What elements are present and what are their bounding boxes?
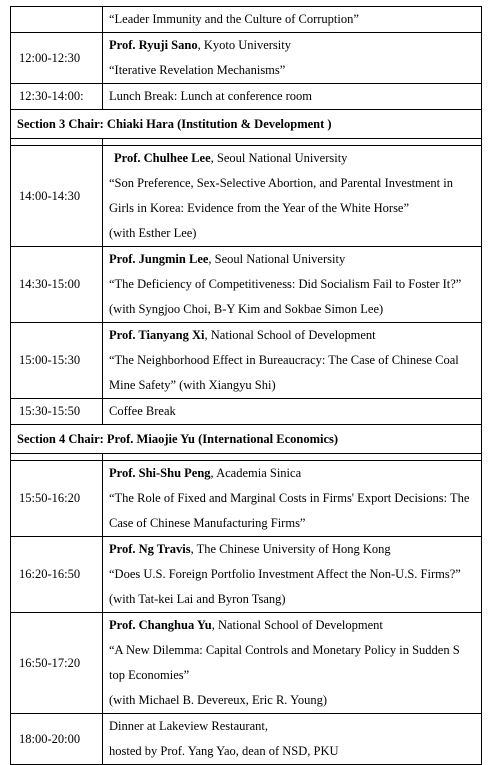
speaker-name: Prof. Tianyang Xi [109,328,205,342]
schedule-table-body [11,7,482,765]
time-slot [11,7,103,33]
detail-line: “Iterative Revelation Mechanisms” [109,63,286,77]
schedule-row [11,537,482,613]
schedule-row [11,323,482,399]
detail-line: Mine Safety” (with Xiangyu Shi) [109,378,276,392]
detail-line: “A New Dilemma: Capital Controls and Monetary Policy in Sudden S [109,643,460,657]
detail-line: hosted by Prof. Yang Yao, dean of NSD, PKU [109,744,339,758]
detail-line: Coffee Break [109,404,176,418]
schedule-row [11,613,482,714]
speaker-affiliation: , Academia Sinica [210,466,302,480]
speaker-name: Prof. Ryuji Sano [109,38,198,52]
speaker-line [109,146,477,171]
time-slot: 15:00-15:30 [11,323,103,399]
session-details [103,33,482,84]
speaker-name: Prof. Jungmin Lee [109,252,209,266]
session-details [103,323,482,399]
schedule-row [11,84,482,110]
session-details [103,461,482,537]
speaker-affiliation: , National School of Development [211,618,383,632]
detail-line: “Leader Immunity and the Culture of Corruption” [109,12,359,26]
section-chair-row [11,425,482,454]
spacer-cell [103,139,482,146]
time-slot: 15:50-16:20 [11,461,103,537]
speaker-affiliation: , The Chinese University of Hong Kong [190,542,391,556]
schedule-row [11,461,482,537]
detail-line: “The Neighborhood Effect in Bureaucracy: The Case of Chinese Coal [109,353,459,367]
time-slot: 15:30-15:50 [11,399,103,425]
schedule-table [10,6,482,765]
detail-line: “The Deficiency of Competitiveness: Did Socialism Fail to Foster It?” [109,277,462,291]
speaker-name: Prof. Ng Travis [109,542,191,556]
detail-line: “Son Preference, Sex-Selective Abortion, and Parental Investment in [109,176,453,190]
detail-line: Lunch Break: Lunch at conference room [109,89,313,103]
session-details [103,84,482,110]
time-slot: 16:20-16:50 [11,537,103,613]
speaker-affiliation: , Kyoto University [197,38,291,52]
speaker-line [109,33,477,58]
speaker-affiliation: , Seoul National University [210,151,348,165]
speaker-affiliation: , Seoul National University [208,252,346,266]
detail-line: Dinner at Lakeview Restaurant, [109,719,268,733]
speaker-line [109,247,477,272]
section-chair-row [11,110,482,139]
speaker-name: Prof. Chulhee Lee [114,151,211,165]
schedule-row [11,399,482,425]
schedule-row [11,33,482,84]
spacer-cell [103,454,482,461]
detail-line: (with Syngjoo Choi, B-Y Kim and Sokbae Simon Lee) [109,302,384,316]
detail-line: Case of Chinese Manufacturing Firms” [109,516,306,530]
time-slot: 16:50-17:20 [11,613,103,714]
speaker-name: Prof. Changhua Yu [109,618,212,632]
speaker-line [109,613,477,638]
session-details [103,399,482,425]
speaker-line [109,323,477,348]
detail-line: “The Role of Fixed and Marginal Costs in Firms' Export Decisions: The [109,491,470,505]
time-slot: 14:30-15:00 [11,247,103,323]
detail-line: (with Michael B. Devereux, Eric R. Young) [109,693,328,707]
session-details [103,7,482,33]
schedule-sheet [10,6,482,765]
speaker-name: Prof. Shi-Shu Peng [109,466,211,480]
session-details [103,247,482,323]
spacer-cell [11,139,103,146]
time-slot: 12:30-14:00: [11,84,103,110]
detail-line: Girls in Korea: Evidence from the Year of the White Horse” [109,201,410,215]
schedule-row [11,247,482,323]
detail-line: top Economies” [109,668,190,682]
session-details [103,613,482,714]
detail-line: (with Tat-kei Lai and Byron Tsang) [109,592,286,606]
section-chair-heading: Section 4 Chair: Prof. Miaojie Yu (International Economics) [11,425,482,454]
session-details [103,537,482,613]
schedule-row [11,714,482,765]
time-slot: 14:00-14:30 [11,146,103,247]
schedule-row [11,7,482,33]
spacer-row [11,139,482,146]
session-details [103,146,482,247]
speaker-line [109,461,477,486]
spacer-row [11,454,482,461]
detail-line: (with Esther Lee) [109,226,197,240]
section-chair-heading: Section 3 Chair: Chiaki Hara (Institution & Development ) [11,110,482,139]
spacer-cell [11,454,103,461]
speaker-affiliation: , National School of Development [204,328,376,342]
session-details [103,714,482,765]
schedule-row [11,146,482,247]
time-slot: 18:00-20:00 [11,714,103,765]
detail-line: “Does U.S. Foreign Portfolio Investment Affect the Non-U.S. Firms?” [109,567,461,581]
time-slot: 12:00-12:30 [11,33,103,84]
speaker-line [109,537,477,562]
